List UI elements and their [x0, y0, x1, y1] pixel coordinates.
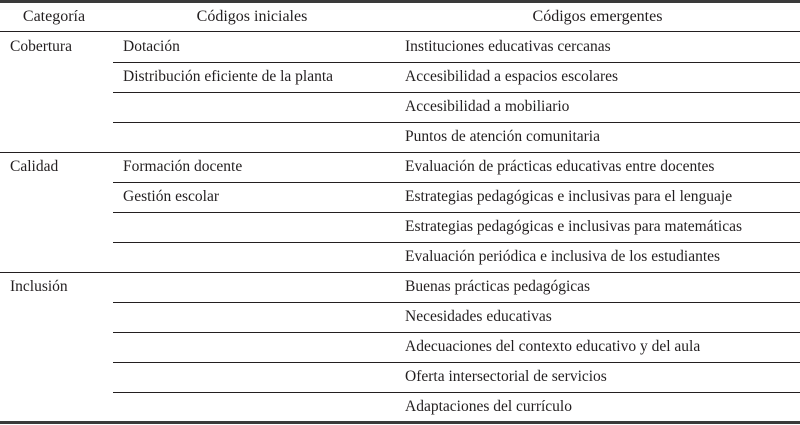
inicial-cell: Gestión escolar	[123, 188, 219, 205]
category-cobertura: Cobertura	[10, 38, 72, 55]
inicial-cell: Distribución eficiente de la planta	[123, 68, 334, 85]
emergente-cell: Adaptaciones del currículo	[405, 398, 572, 415]
inicial-cell: Dotación	[123, 38, 180, 55]
emergente-cell: Necesidades educativas	[405, 308, 552, 325]
table-bottom-rule	[0, 421, 800, 424]
emergente-cell: Oferta intersectorial de servicios	[405, 368, 607, 385]
group-rule	[0, 272, 800, 273]
category-calidad: Calidad	[10, 158, 59, 175]
header-codigos-iniciales: Códigos iniciales	[196, 8, 308, 25]
emergente-cell: Puntos de atención comunitaria	[405, 128, 600, 145]
emergente-cell: Accesibilidad a espacios escolares	[405, 68, 619, 85]
category-inclusion: Inclusión	[10, 278, 68, 295]
emergente-cell: Adecuaciones del contexto educativo y del aula	[405, 338, 701, 355]
header-categoria: Categoría	[22, 8, 86, 25]
header-codigos-emergentes: Códigos emergentes	[532, 8, 663, 25]
emergente-cell: Instituciones educativas cercanas	[405, 38, 611, 55]
header-rule	[0, 31, 800, 32]
emergente-cell: Accesibilidad a mobiliario	[405, 98, 570, 115]
emergente-cell: Estrategias pedagógicas e inclusivas para matemáticas	[405, 218, 742, 235]
emergente-cell: Evaluación de prácticas educativas entre docentes	[405, 158, 715, 175]
inicial-cell: Formación docente	[123, 158, 243, 175]
emergente-cell: Buenas prácticas pedagógicas	[405, 278, 591, 295]
emergente-cell: Evaluación periódica e inclusiva de los estudiantes	[405, 248, 721, 265]
emergente-cell: Estrategias pedagógicas e inclusivas para el lenguaje	[405, 188, 733, 205]
